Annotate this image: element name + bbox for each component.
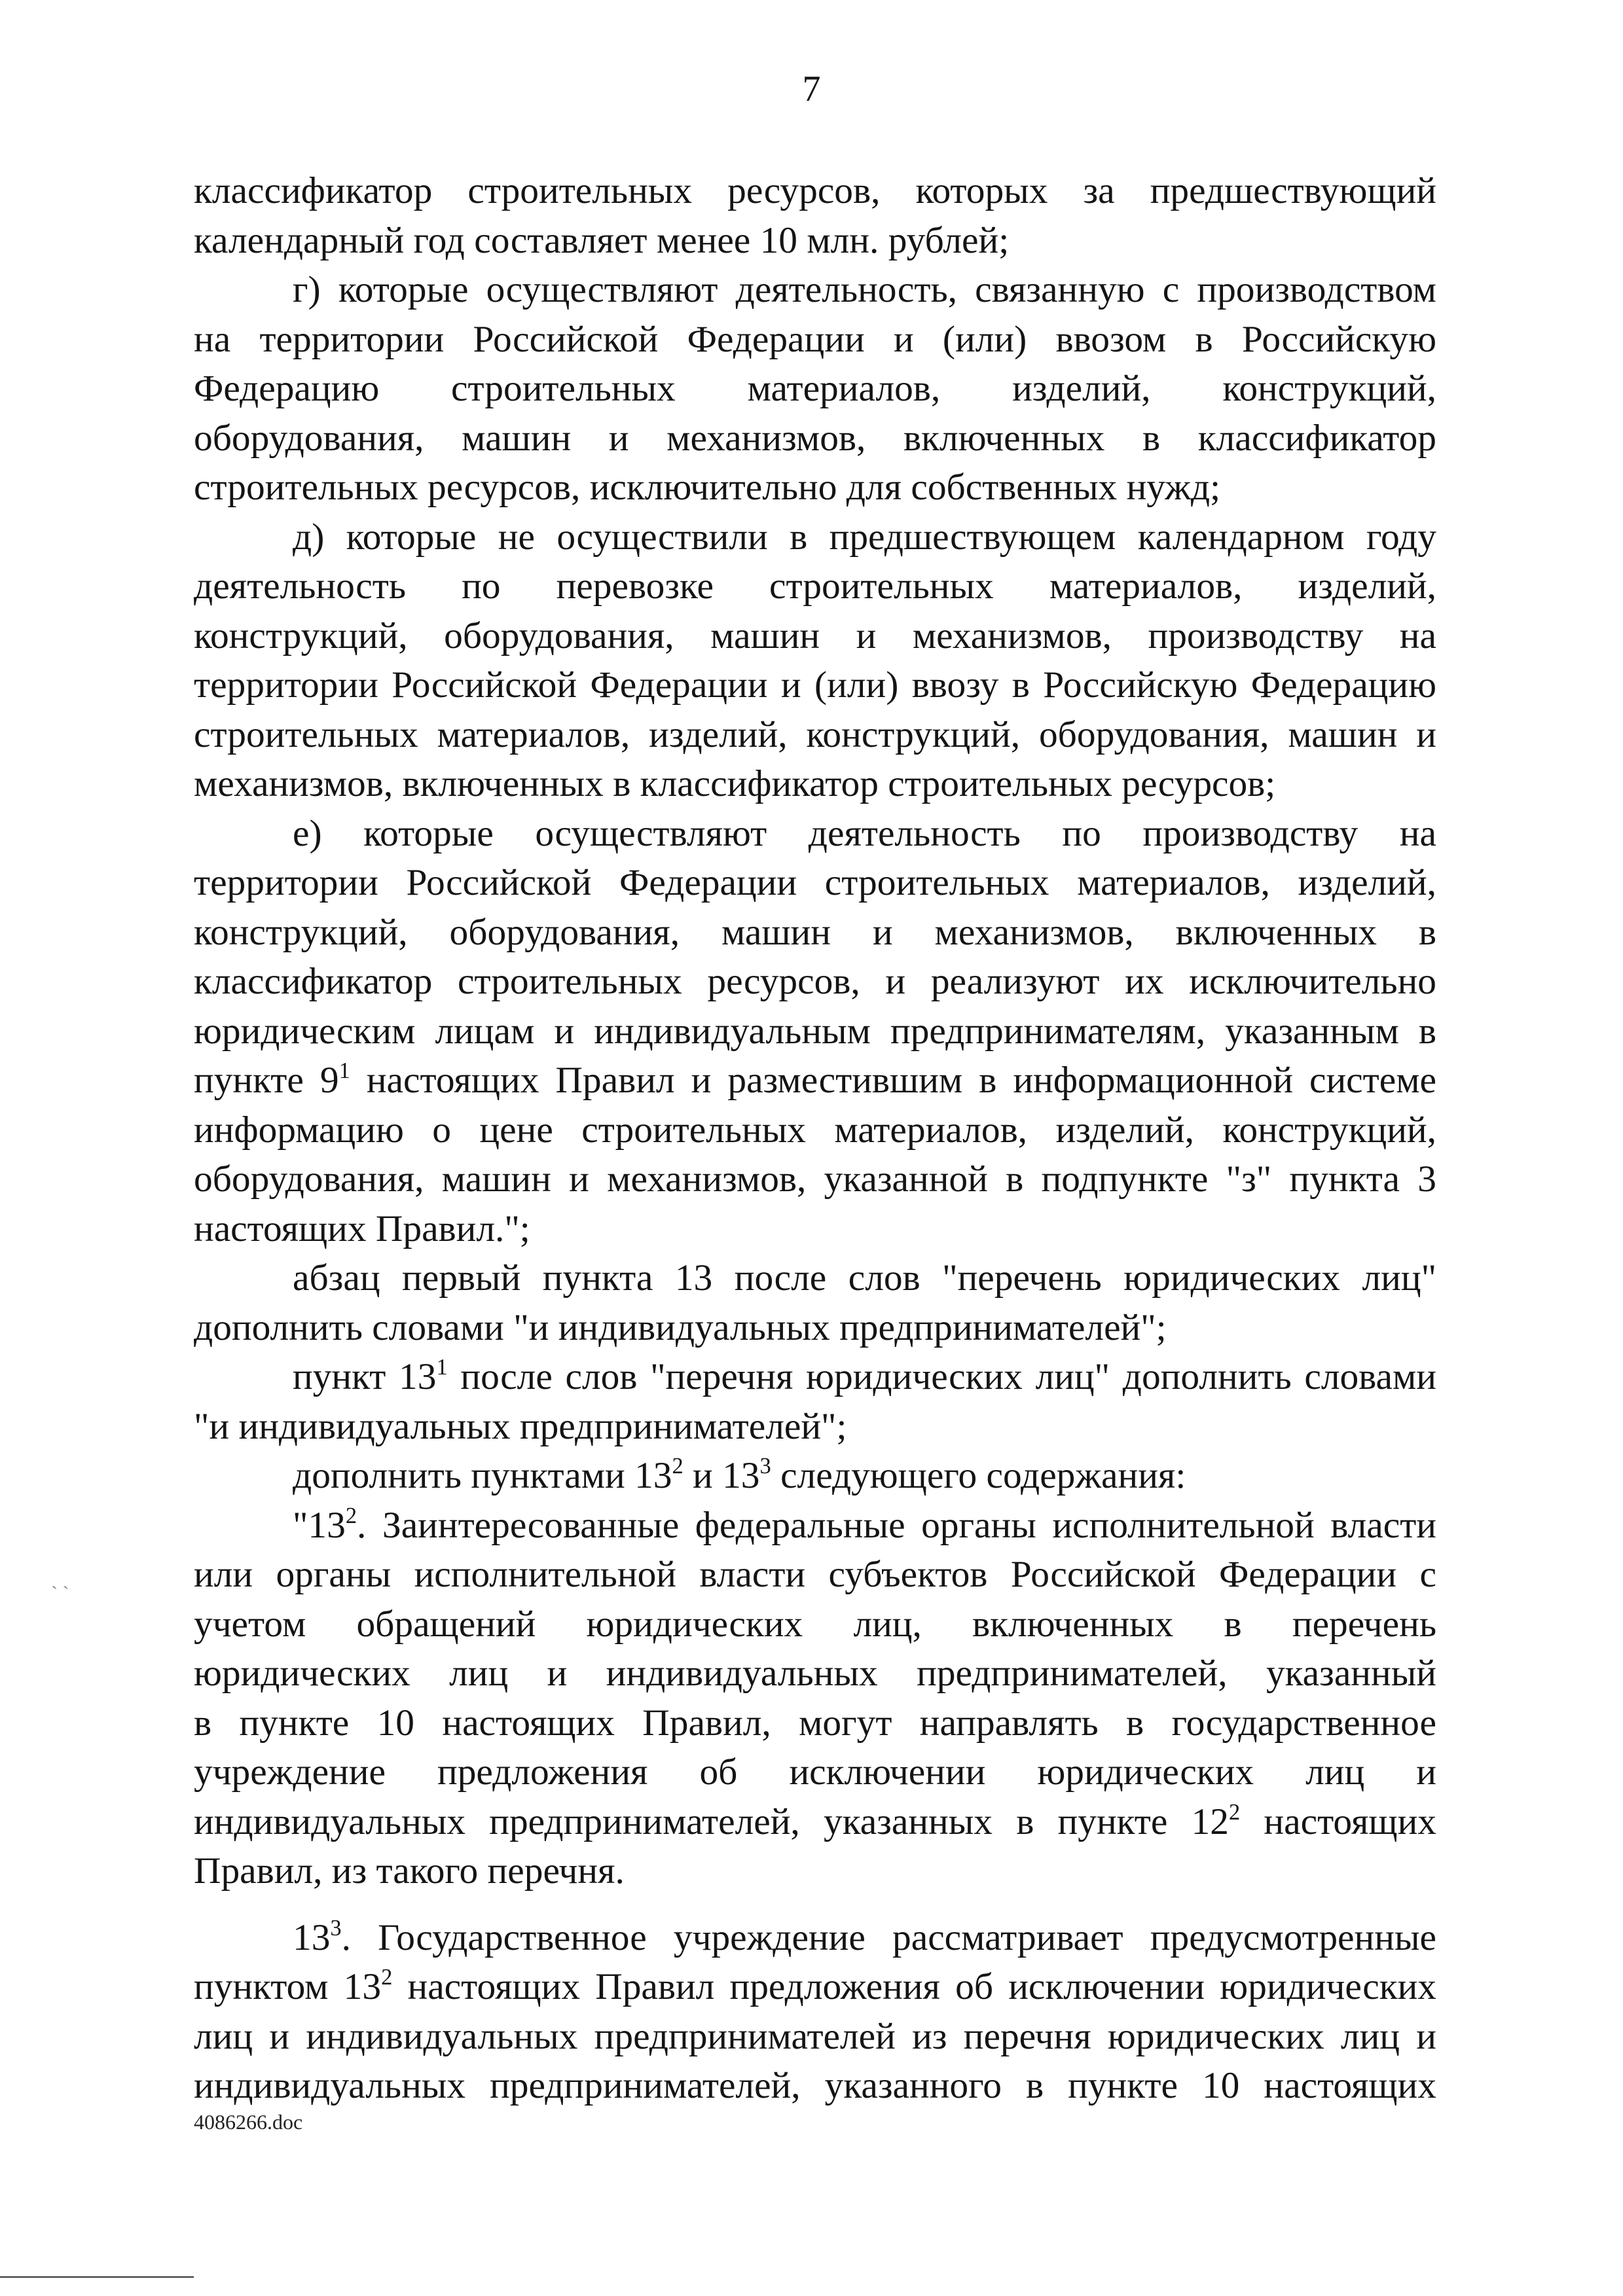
text-fragment: пунктом 13 bbox=[194, 1966, 382, 2007]
text-line: информацию о цене строительных материалов, изделий, конструкций, bbox=[194, 1109, 1436, 1151]
text-fragment: . Заинтересованные федеральные органы исполнительной власти bbox=[357, 1504, 1436, 1546]
text-fragment: 13 bbox=[293, 1916, 331, 1958]
superscript: 2 bbox=[1228, 1799, 1241, 1825]
text-line bbox=[194, 1352, 1436, 1402]
text-line: "и индивидуальных предпринимателей"; bbox=[194, 1405, 847, 1447]
superscript: 2 bbox=[381, 1965, 393, 1990]
paragraph-point-13-3 bbox=[194, 1913, 1436, 2111]
text-line: абзац первый пункта 13 после слов "перечень юридических лиц" bbox=[293, 1257, 1436, 1299]
text-line: юридическим лицам и индивидуальным предпринимателям, указанным в bbox=[194, 1010, 1436, 1052]
text-line: учреждение предложения об исключении юридических лиц и bbox=[194, 1751, 1436, 1793]
text-line: календарный год составляет менее 10 млн. рублей; bbox=[194, 219, 1010, 261]
text-fragment: после слов "перечня юридических лиц" дополнить словами bbox=[447, 1356, 1436, 1397]
document-file-id: 4086266.doc bbox=[194, 2110, 303, 2134]
paragraph-amend-13 bbox=[194, 1253, 1436, 1352]
text-line bbox=[194, 1797, 1436, 1847]
text-line: механизмов, включенных в классификатор строительных ресурсов; bbox=[194, 763, 1276, 804]
text-line: лиц и индивидуальных предпринимателей из перечня юридических лиц и bbox=[194, 2015, 1436, 2057]
text-line: классификатор строительных ресурсов, которых за предшествующий bbox=[194, 170, 1436, 211]
document-body bbox=[194, 166, 1436, 2111]
text-line bbox=[194, 1451, 1436, 1501]
text-fragment: индивидуальных предпринимателей, указанных в пункте 12 bbox=[194, 1801, 1229, 1842]
text-line: территории Российской Федерации строительных материалов, изделий, bbox=[194, 862, 1436, 903]
text-line bbox=[194, 1501, 1436, 1551]
text-line: деятельность по перевозке строительных материалов, изделий, bbox=[194, 565, 1436, 607]
text-line: е) которые осуществляют деятельность по производству на bbox=[293, 812, 1436, 854]
text-line bbox=[194, 1913, 1436, 1963]
superscript: 3 bbox=[330, 1915, 342, 1941]
text-fragment: . Государственное учреждение рассматривает предусмотренные bbox=[341, 1916, 1436, 1958]
text-line: Правил, из такого перечня. bbox=[194, 1850, 625, 1892]
scan-mark: ` ` bbox=[51, 1583, 69, 1604]
text-line: учетом обращений юридических лиц, включенных в перечень bbox=[194, 1603, 1436, 1645]
text-line: в пункте 10 настоящих Правил, могут направлять в государственное bbox=[194, 1702, 1436, 1744]
text-line bbox=[194, 1056, 1436, 1105]
text-line: Федерацию строительных материалов, изделий, конструкций, bbox=[194, 368, 1436, 409]
text-line: или органы исполнительной власти субъектов Российской Федерации с bbox=[194, 1554, 1436, 1595]
text-line: д) которые не осуществили в предшествующем календарном году bbox=[293, 516, 1436, 558]
text-line: строительных материалов, изделий, конструкций, оборудования, машин и bbox=[194, 713, 1436, 755]
text-line: конструкций, оборудования, машин и механизмов, включенных в bbox=[194, 911, 1436, 953]
text-line: строительных ресурсов, исключительно для собственных нужд; bbox=[194, 467, 1221, 508]
paragraph-item-d bbox=[194, 512, 1436, 809]
page-number: 7 bbox=[802, 69, 821, 109]
text-line: индивидуальных предпринимателей, указанного в пункте 10 настоящих bbox=[194, 2065, 1436, 2106]
text-line: территории Российской Федерации и (или) ввозу в Российскую Федерацию bbox=[194, 664, 1436, 706]
text-fragment: настоящих Правил предложения об исключении юридических bbox=[392, 1966, 1436, 2007]
paragraph-item-e bbox=[194, 809, 1436, 1254]
text-fragment: и 13 bbox=[683, 1455, 760, 1496]
text-fragment: настоящих bbox=[1240, 1801, 1436, 1842]
text-line bbox=[194, 1962, 1436, 2012]
text-fragment: пункт 13 bbox=[293, 1356, 437, 1397]
superscript: 3 bbox=[759, 1454, 771, 1479]
text-line: г) которые осуществляют деятельность, связанную с производством bbox=[293, 269, 1436, 310]
text-fragment: "13 bbox=[293, 1504, 346, 1546]
text-line: на территории Российской Федерации и (или) ввозом в Российскую bbox=[194, 318, 1436, 360]
superscript: 2 bbox=[345, 1503, 357, 1528]
paragraph-point-13-2 bbox=[194, 1501, 1436, 1896]
paragraph-amend-13-1 bbox=[194, 1352, 1436, 1451]
paragraph-add-points bbox=[194, 1451, 1436, 1501]
text-line: оборудования, машин и механизмов, указанной в подпункте "з" пункта 3 bbox=[194, 1158, 1436, 1200]
superscript: 1 bbox=[436, 1355, 448, 1380]
text-fragment: пункте 9 bbox=[194, 1060, 339, 1101]
superscript: 1 bbox=[338, 1058, 350, 1084]
paragraph-item-g bbox=[194, 265, 1436, 512]
text-line: настоящих Правил."; bbox=[194, 1208, 530, 1249]
footer-divider bbox=[0, 2276, 194, 2278]
text-fragment: настоящих Правил и разместившим в информационной системе bbox=[350, 1060, 1436, 1101]
text-line: оборудования, машин и механизмов, включенных в классификатор bbox=[194, 417, 1436, 459]
text-line: классификатор строительных ресурсов, и реализуют их исключительно bbox=[194, 961, 1436, 1002]
superscript: 2 bbox=[672, 1454, 684, 1479]
text-fragment: следующего содержания: bbox=[771, 1455, 1186, 1496]
text-line: юридических лиц и индивидуальных предпринимателей, указанный bbox=[194, 1653, 1436, 1694]
text-fragment: дополнить пунктами 13 bbox=[293, 1455, 672, 1496]
text-line: дополнить словами "и индивидуальных предпринимателей"; bbox=[194, 1306, 1167, 1348]
paragraph-continuation bbox=[194, 166, 1436, 265]
text-line: конструкций, оборудования, машин и механизмов, производству на bbox=[194, 615, 1436, 656]
